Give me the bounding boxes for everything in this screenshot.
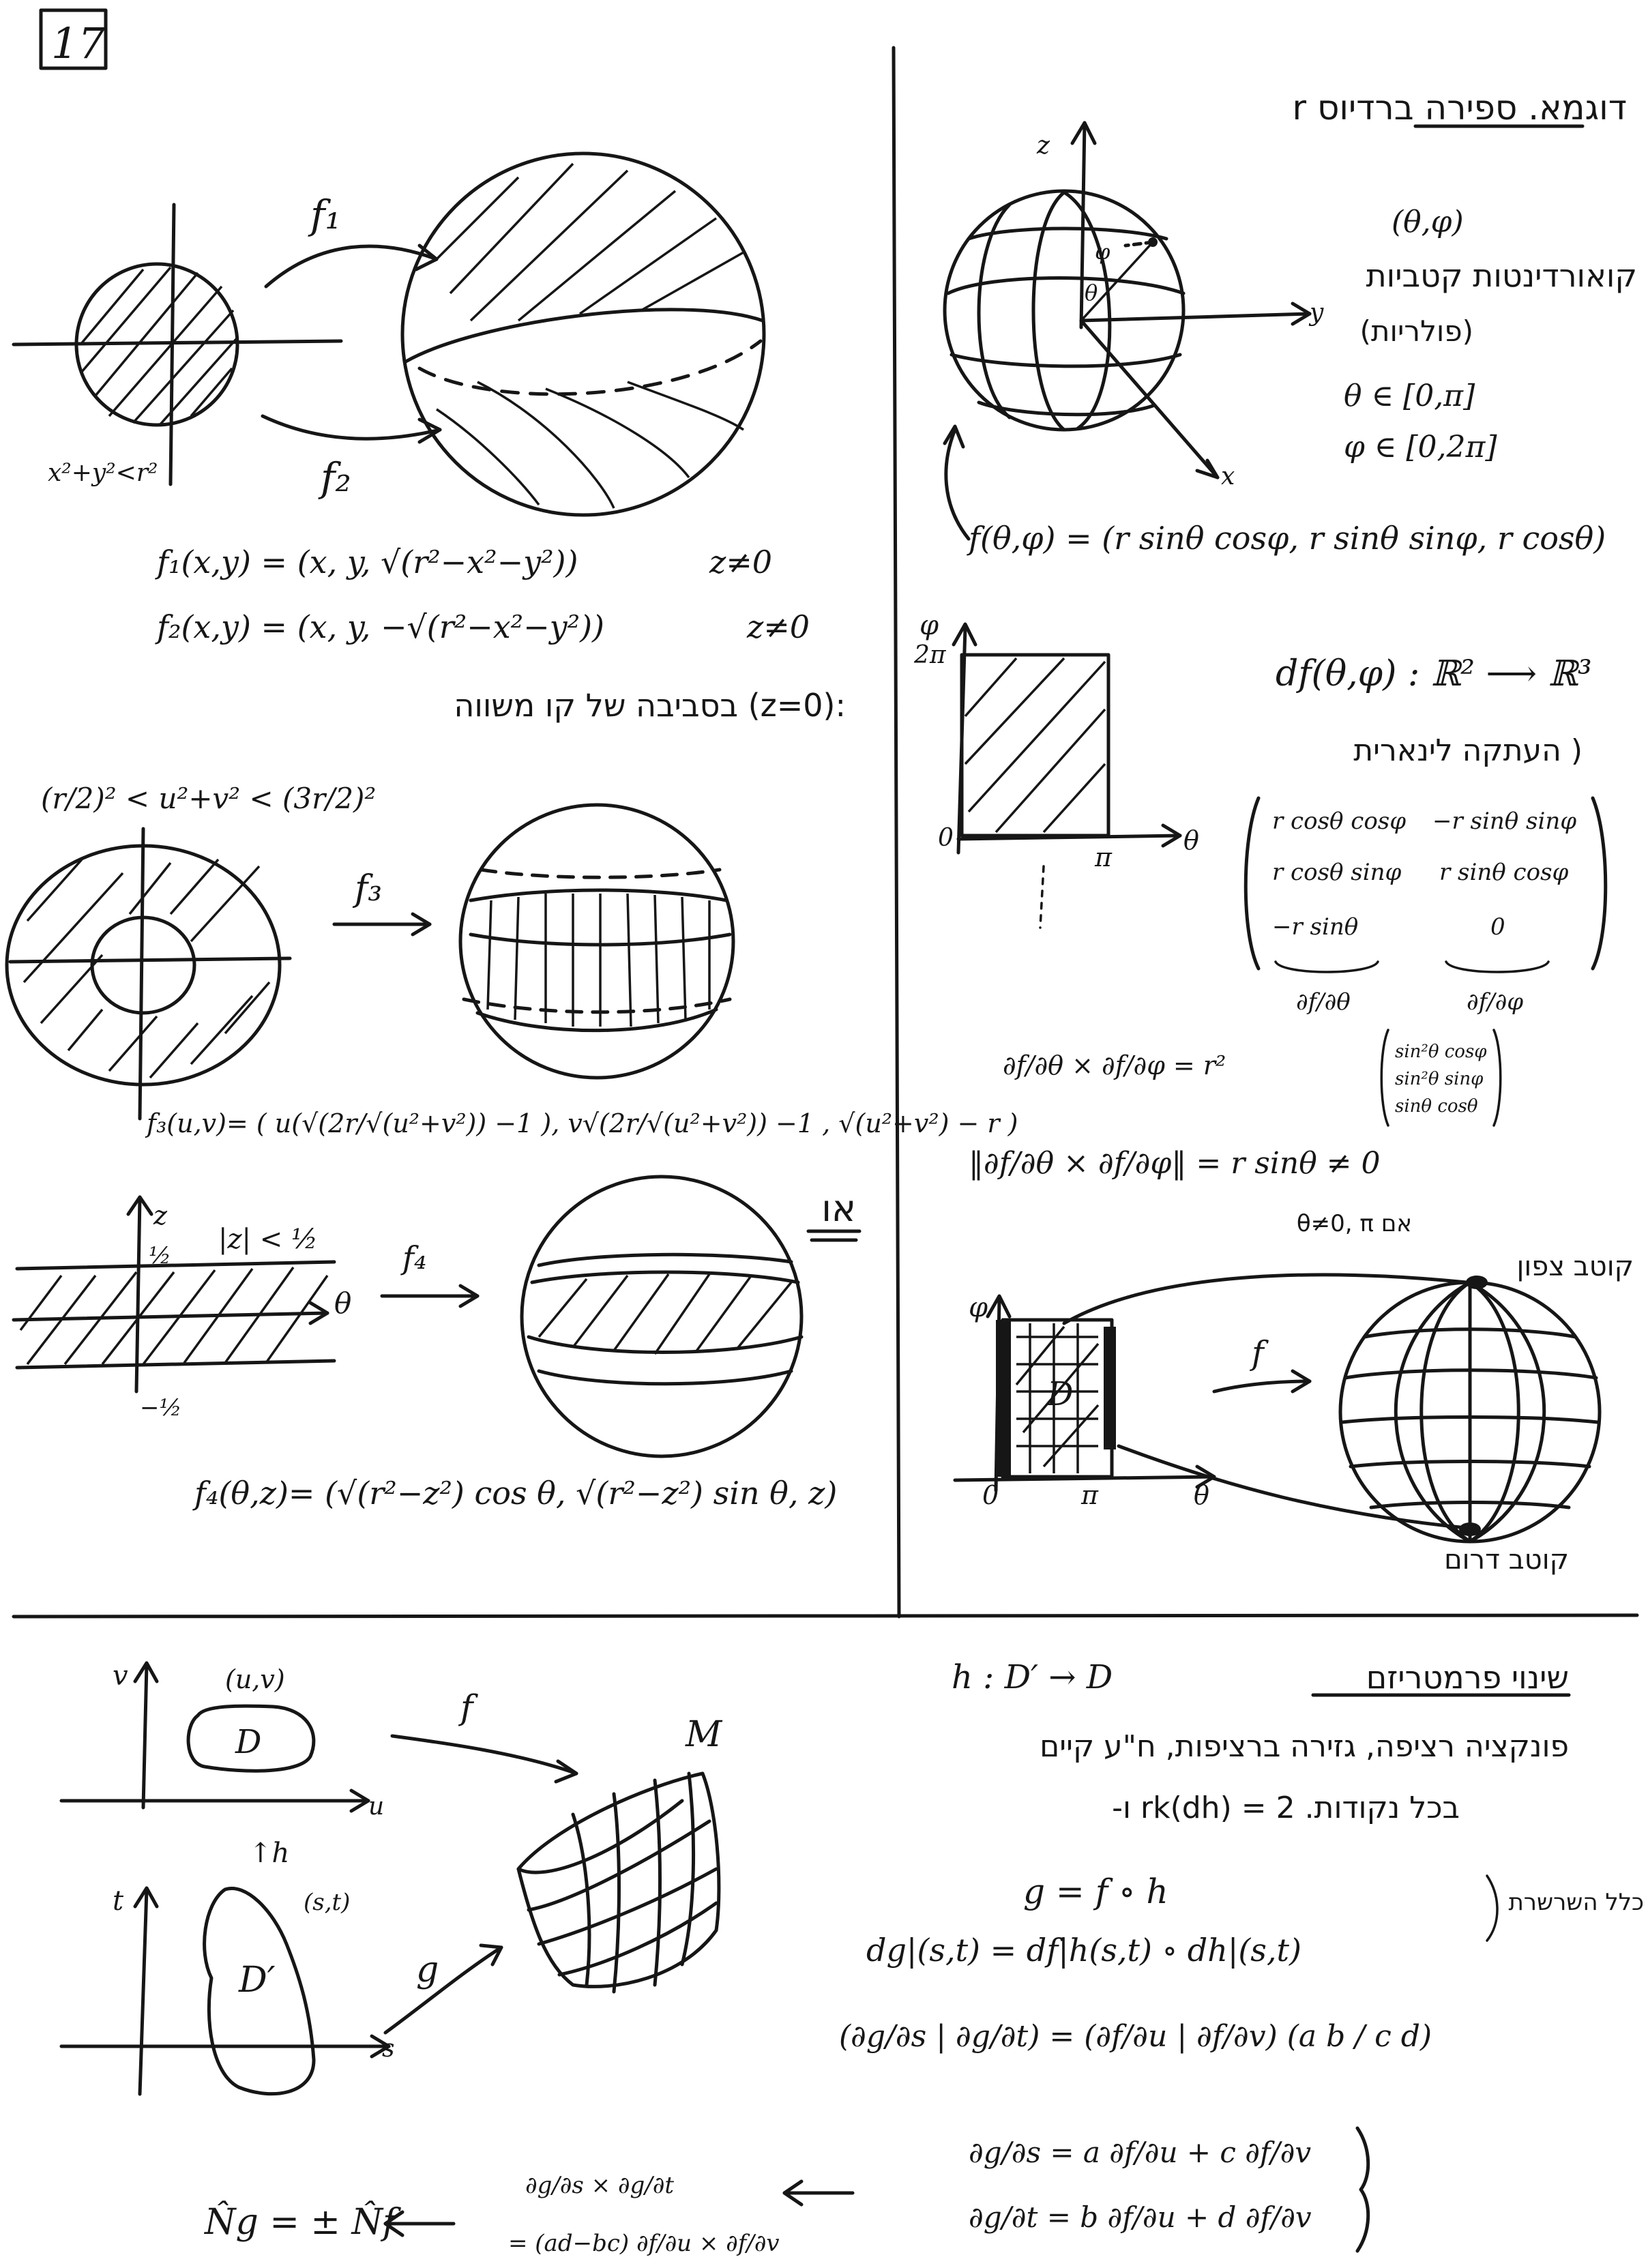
f2-label: f₂: [321, 454, 351, 501]
arrow-f: [392, 1736, 576, 1773]
matrix-equation: (∂g/∂s | ∂g/∂t) = (∂f/∂u | ∂f/∂v) (a b / c d): [839, 2019, 1432, 2054]
h-map: h : D′ → D: [952, 1658, 1113, 1696]
sphere-upper-lower: [402, 153, 764, 515]
f4-label: f₄: [402, 1239, 427, 1276]
coords-polar: (פולריות): [1359, 314, 1473, 348]
label-Dp: D′: [239, 1960, 276, 2001]
label-u: u: [368, 1793, 385, 1821]
jac-col2: ∂f/∂φ: [1467, 988, 1524, 1016]
diff-map: df(θ,φ) : ℝ² ⟶ ℝ³: [1276, 653, 1592, 694]
cross-vec-right: [1494, 1030, 1501, 1125]
cross-vec-left: [1381, 1030, 1388, 1125]
cross-lhs: ∂f/∂θ × ∂f/∂φ = r²: [1003, 1050, 1226, 1080]
jac-r2c1: r cosθ sinφ: [1272, 859, 1402, 886]
param-formula: f(θ,φ) = (r sinθ cosφ, r sinθ sinφ, r cosθ): [969, 520, 1606, 557]
label-s: s: [382, 2035, 395, 2063]
rect-zero: 0: [938, 824, 954, 852]
linear-map-note: ( העתקה לינארית: [1353, 733, 1583, 768]
f3-label: f₃: [355, 868, 383, 909]
strip-theta: θ: [334, 1286, 352, 1320]
angle-theta: θ: [1085, 280, 1098, 306]
label-h: ↑h: [249, 1838, 290, 1869]
label-g: g: [416, 1949, 439, 1990]
cross-v3: sinθ cosθ: [1395, 1096, 1478, 1117]
rect-phi: φ: [919, 610, 939, 641]
gt-equation: ∂g/∂t = b ∂f/∂u + d ∂f/∂v: [969, 2200, 1312, 2234]
bot-pi: π: [1081, 1480, 1098, 1510]
domain-D: D: [1047, 1375, 1074, 1413]
f2-condition: z≠0: [747, 608, 810, 645]
map-f: f: [1252, 1334, 1264, 1372]
rect-theta: θ: [1183, 825, 1199, 855]
chain-rule-label: כלל השרשרת: [1508, 1889, 1644, 1916]
jac-r1c2: −r sinθ sinφ: [1432, 808, 1577, 835]
bot-zero: 0: [982, 1480, 999, 1510]
f4-formula: f₄(θ,z)= (√(r²−z²) cos θ, √(r²−z²) sin θ, z): [194, 1475, 838, 1512]
axis-x: x: [1221, 462, 1235, 490]
horizontal-divider: [14, 1615, 1637, 1617]
coords-name: קואורדינטות קטביות: [1366, 257, 1637, 294]
cross-v2: sin²θ sinφ: [1395, 1069, 1484, 1089]
disk-condition: x²+y²<r²: [48, 459, 158, 487]
system-brace: [1357, 2128, 1368, 2251]
label-uv: (u,v): [225, 1664, 285, 1694]
or-note: או: [821, 1187, 856, 1230]
jac-r3c2: 0: [1490, 913, 1505, 941]
brace-col1: [1276, 962, 1378, 972]
gs-equation: ∂g/∂s = a ∂f/∂u + c ∂f/∂v: [969, 2136, 1312, 2169]
sphere-coordinates: [945, 123, 1310, 477]
label-t: t: [113, 1885, 124, 1917]
bot-theta: θ: [1194, 1480, 1209, 1510]
annulus-diagram: [7, 829, 290, 1119]
strip-z: z: [153, 1201, 168, 1231]
arrow-g: [385, 1947, 501, 2033]
jac-r1c1: r cosθ cosφ: [1272, 808, 1407, 835]
jac-r2c2: r sinθ cosφ: [1439, 859, 1569, 886]
strip-neg-half: −½: [140, 1394, 182, 1422]
f1-label: f₁: [310, 192, 341, 238]
annulus-condition: (r/2)² < u²+v² < (3r/2)²: [41, 782, 377, 815]
disk-diagram: [14, 205, 341, 484]
axis-z: z: [1037, 132, 1050, 160]
desc-line1: פונקציה רציפה, גזירה ברציפות, ח"ע קיים: [1040, 1729, 1569, 1764]
arrow-param: [946, 430, 969, 539]
norm-equation: ‖∂f/∂θ × ∂f/∂φ‖ = r sinθ ≠ 0: [969, 1146, 1381, 1181]
arrow-f2: [263, 416, 440, 439]
sphere-strip: [522, 1177, 801, 1456]
surface-M: [518, 1773, 719, 1992]
f1-formula: f₁(x,y) = (x, y, √(r²−x²−y²)): [157, 544, 578, 580]
label-st: (s,t): [304, 1889, 351, 1916]
sphere-title: דוגמא. ספירה ברדיוס r: [1292, 88, 1627, 128]
st-domain-diagram: [61, 1888, 389, 2094]
g-def: g = f ∘ h: [1023, 1872, 1168, 1911]
f1-condition: z≠0: [709, 544, 773, 580]
param-rectangle: [954, 624, 1180, 928]
coords-pair: (θ,φ): [1392, 205, 1464, 239]
norm-condition: אם θ≠0, π: [1296, 1210, 1412, 1237]
chain-rule-brace: [1487, 1876, 1497, 1941]
f2-formula: f₂(x,y) = (x, y, −√(r²−x²−y²)): [157, 608, 604, 645]
uv-domain-diagram: [61, 1663, 368, 1811]
north-pole-label: קוטב צפון: [1516, 1251, 1634, 1282]
theta-range: θ ∈ [0,π]: [1344, 379, 1475, 413]
label-D: D: [235, 1723, 262, 1761]
brace-col2: [1446, 962, 1548, 972]
rect-pi: π: [1095, 842, 1112, 872]
label-f: f: [460, 1688, 473, 1727]
strip-condition: |z| < ½: [218, 1224, 318, 1255]
normal-equation: N̂g = ± N̂f: [205, 2202, 396, 2243]
south-pole-label: קוטב דרום: [1444, 1544, 1569, 1576]
cross-v1: sin²θ cosφ: [1395, 1042, 1487, 1062]
dg-equation: dg|(s,t) = df|h(s,t) ∘ dh|(s,t): [866, 1932, 1301, 1969]
sphere-band: [460, 805, 733, 1078]
cross-expr-2: = (ad−bc) ∂f/∂u × ∂f/∂v: [508, 2230, 780, 2257]
jac-col1: ∂f/∂θ: [1296, 988, 1351, 1016]
matrix-right-paren: [1593, 798, 1606, 969]
f3-formula: f₃(u,v)= ( u(√(2r/√(u²+v²)) −1 ), v√(2r/√(u²+v²)) −1 , √(u²+v²) − r ): [147, 1108, 1018, 1138]
cross-expr-1: ∂g/∂s × ∂g/∂t: [525, 2172, 674, 2199]
phi-range: φ ∈ [0,2π]: [1344, 430, 1497, 465]
strip-half: ½: [149, 1242, 171, 1269]
rect-2pi: 2π: [914, 641, 946, 669]
equator-note: :(z=0) בסביבה של קו משווה: [454, 687, 846, 724]
matrix-left-paren: [1246, 798, 1259, 969]
vertical-divider: [894, 48, 899, 1617]
label-M: M: [686, 1714, 722, 1755]
reparam-title: שינוי פרמטריזם: [1366, 1659, 1569, 1696]
label-v: v: [113, 1660, 128, 1692]
axis-y: y: [1310, 299, 1324, 327]
page-number: 17: [51, 18, 105, 68]
jac-r3c1: −r sinθ: [1272, 913, 1359, 941]
angle-phi: φ: [1095, 239, 1110, 265]
desc-line2: בכל נקודות. rk(dh) = 2 ו-: [1112, 1791, 1460, 1825]
bot-phi: φ: [969, 1292, 988, 1323]
